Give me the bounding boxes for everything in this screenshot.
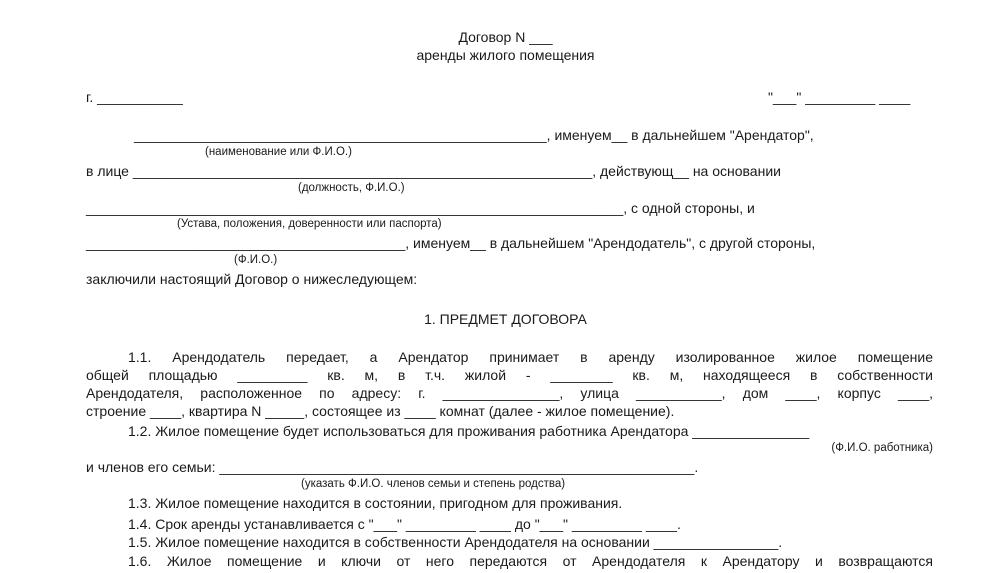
- doc-subtitle: аренды жилого помещения: [416, 47, 595, 63]
- representative-line: в лице ___________________________________________________________, действующ__ на основании: [86, 163, 781, 179]
- clause-1-1-line-3: Арендодателя, расположенное по адресу: г. _______________, улица ___________, дом ____, корпус ____,: [86, 385, 933, 401]
- date-field: "___" _________ ____: [768, 89, 911, 105]
- section-heading: 1. ПРЕДМЕТ ДОГОВОРА: [424, 311, 587, 327]
- representative-hint: (должность, Ф.И.О.): [298, 182, 405, 194]
- basis-hint: (Устава, положения, доверенности или паспорта): [177, 218, 442, 230]
- clause-1-4: 1.4. Срок аренды устанавливается с "___" _________ ____ до "___" _________ ____.: [128, 516, 681, 532]
- clause-1-2-line-2: и членов его семьи: _____________________________________________________________.: [86, 459, 699, 475]
- city-field: г. ___________: [86, 89, 183, 105]
- basis-line: _____________________________________________________________________, с одной стороны, и: [86, 200, 755, 216]
- concluded-line: заключили настоящий Договор о нижеследующем:: [86, 271, 418, 287]
- worker-hint: (Ф.И.О. работника): [831, 442, 933, 454]
- family-hint: (указать Ф.И.О. членов семьи и степень родства): [301, 478, 566, 490]
- clause-1-5: 1.5. Жилое помещение находится в собственности Арендодателя на основании ________________.: [128, 534, 783, 550]
- clause-1-3: 1.3. Жилое помещение находится в состоянии, пригодном для проживания.: [128, 495, 623, 511]
- tenant-hint: (наименование или Ф.И.О.): [205, 146, 352, 158]
- landlord-line: _________________________________________, именуем__ в дальнейшем "Арендодатель", с другой стороны,: [86, 235, 816, 251]
- clause-1-1-line-2: общей площадью _________ кв. м, в т.ч. жилой - ________ кв. м, находящееся в собственности: [86, 367, 933, 383]
- clause-1-1-line-4: строение ____, квартира N _____, состоящее из ____ комнат (далее - жилое помещение).: [86, 403, 675, 419]
- clause-1-6: 1.6. Жилое помещение и ключи от него передаются от Арендодателя к Арендатору и возвращаются: [128, 553, 933, 569]
- clause-1-1-line-1: 1.1. Арендодатель передает, а Арендатор принимает в аренду изолированное жилое помещение: [128, 349, 933, 365]
- doc-title: Договор N ___: [458, 29, 553, 45]
- clause-1-2-line-1: 1.2. Жилое помещение будет использоваться для проживания работника Арендатора _______________: [128, 423, 810, 439]
- landlord-hint: (Ф.И.О.): [234, 254, 278, 266]
- tenant-line: _____________________________________________________, именуем__ в дальнейшем "Арендатор",: [134, 127, 814, 143]
